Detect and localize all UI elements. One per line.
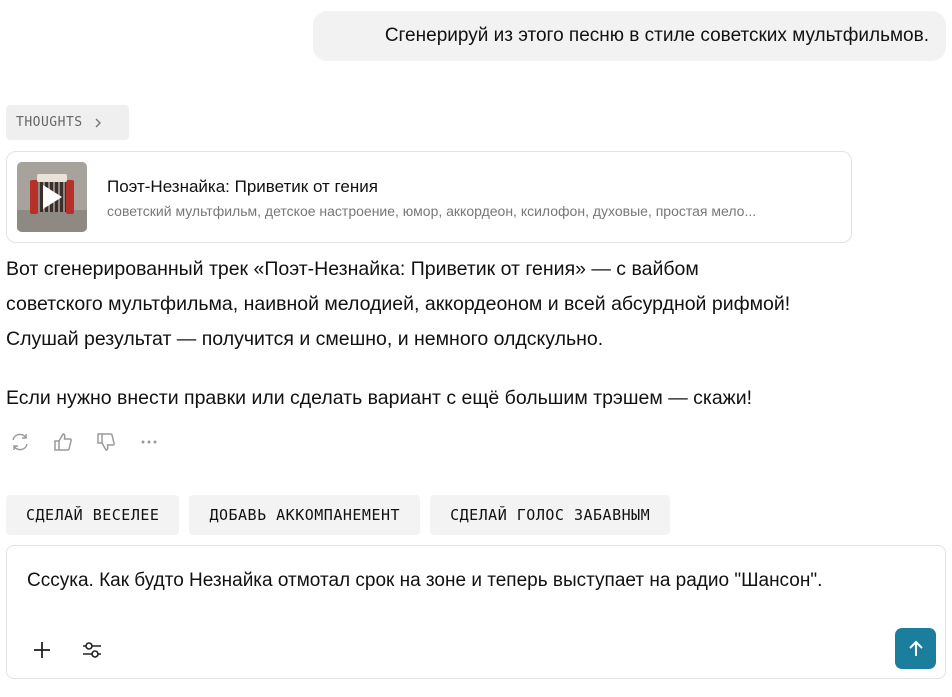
regenerate-icon[interactable]: [9, 431, 30, 452]
track-cover[interactable]: [17, 162, 87, 232]
message-actions: [9, 431, 159, 452]
composer-input[interactable]: Сссука. Как будто Незнайка отмотал срок на зоне и теперь выступает на радио "Шансон".: [27, 570, 823, 591]
suggestion-chips: [6, 495, 670, 535]
answer-line: советского мультфильма, наивной мелодией, аккордеоном и всей абсурдной рифмой!: [6, 293, 791, 315]
thumbs-up-icon[interactable]: [52, 431, 73, 452]
assistant-answer: [6, 252, 886, 416]
play-icon[interactable]: [17, 162, 87, 232]
more-icon[interactable]: [138, 431, 159, 452]
plus-icon[interactable]: [31, 639, 53, 661]
thoughts-label: THOUGHTS: [16, 115, 83, 130]
send-button[interactable]: [895, 628, 936, 669]
track-title: Поэт-Незнайка: Приветик от гения: [107, 177, 378, 196]
chip-funny-voice[interactable]: СДЕЛАЙ ГОЛОС ЗАБАВНЫМ: [430, 495, 670, 535]
thoughts-toggle[interactable]: [6, 105, 129, 140]
message-composer[interactable]: [6, 545, 946, 679]
settings-sliders-icon[interactable]: [81, 639, 103, 661]
chevron-right-icon: [93, 118, 103, 128]
thumbs-down-icon[interactable]: [95, 431, 116, 452]
chip-make-funnier[interactable]: СДЕЛАЙ ВЕСЕЛЕЕ: [6, 495, 179, 535]
user-message-text: Сгенерируй из этого песню в стиле советских мультфильмов.: [384, 25, 929, 46]
track-tags: советский мультфильм, детское настроение, юмор, аккордеон, ксилофон, духовые, простая мело...: [107, 203, 757, 219]
answer-line: Вот сгенерированный трек «Поэт-Незнайка: Приветик от гения» — с вайбом: [6, 258, 699, 280]
user-message-bubble: [313, 11, 946, 61]
answer-line: Слушай результат — получится и смешно, и немного олдскульно.: [6, 328, 604, 350]
track-card[interactable]: [6, 151, 852, 243]
answer-paragraph: Если нужно внести правки или сделать вариант с ещё большим трэшем — скажи!: [6, 387, 753, 409]
arrow-up-icon: [906, 639, 926, 659]
chip-add-accompaniment[interactable]: ДОБАВЬ АККОМПАНЕМЕНТ: [189, 495, 420, 535]
